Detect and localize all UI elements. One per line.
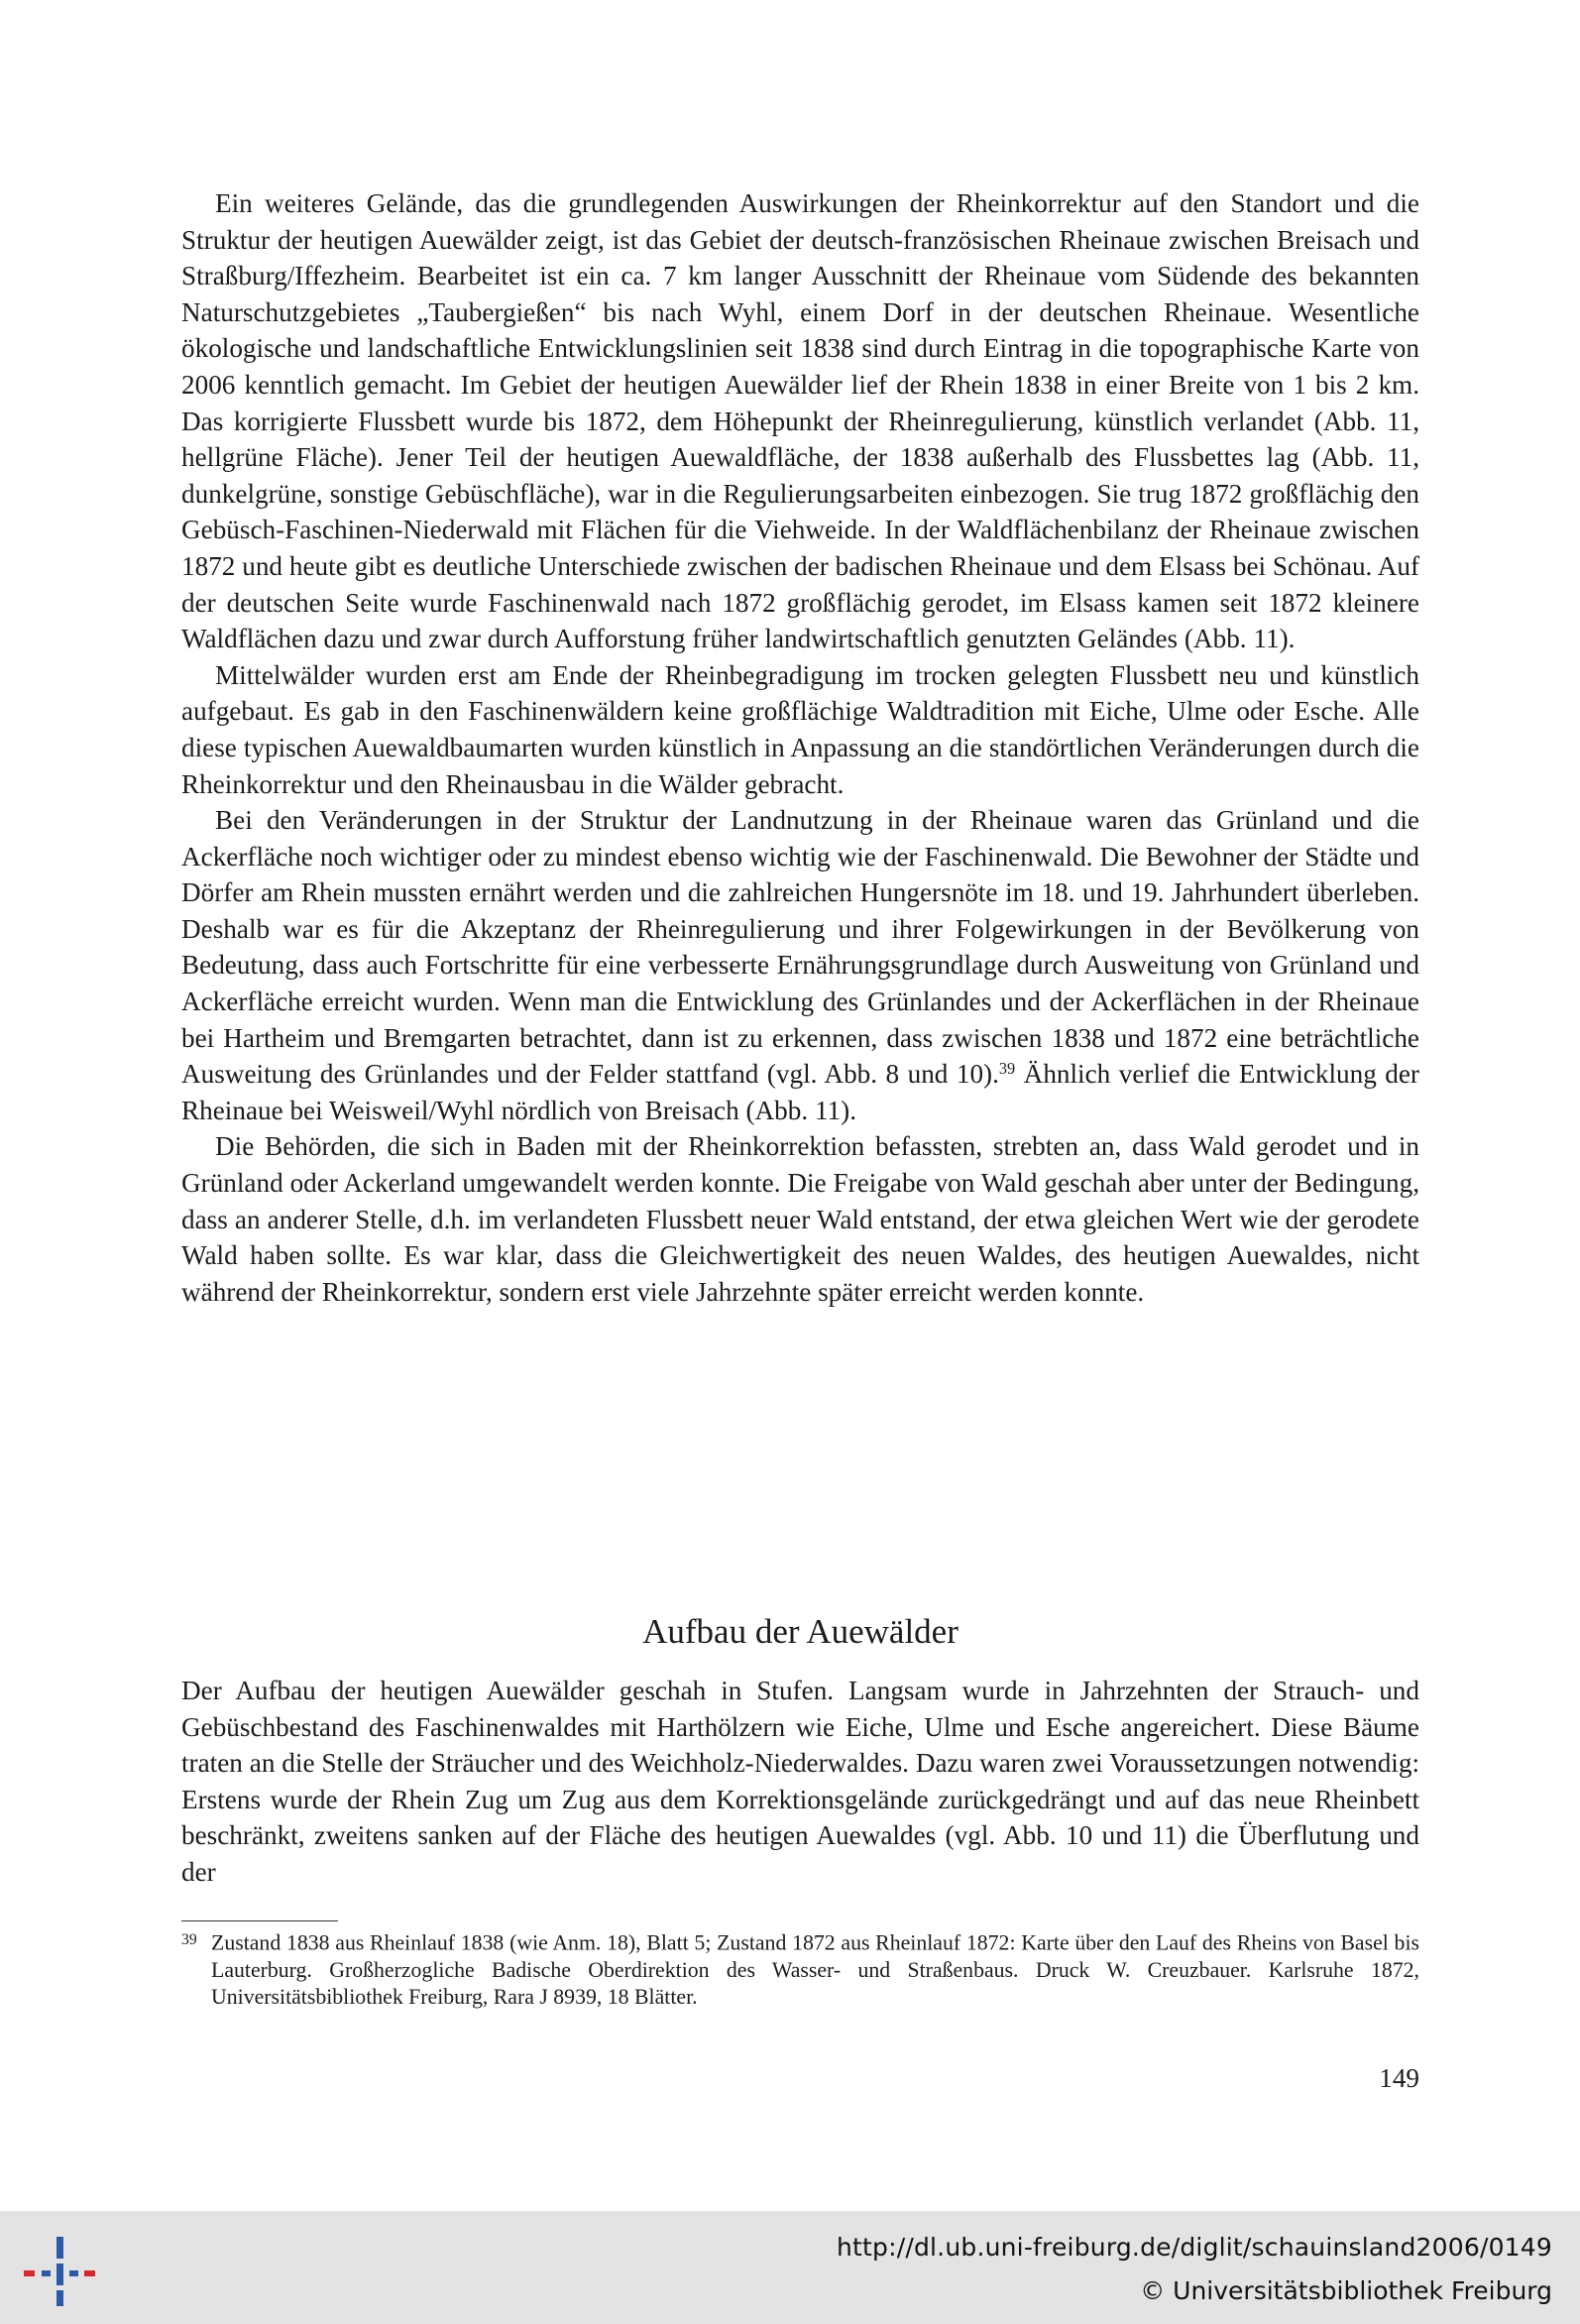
page-number: 149: [1379, 2063, 1419, 2093]
paragraph: Die Behörden, die sich in Baden mit der Rheinkorrektion befassten, strebten an, dass Wald gerodet und in Grünland oder Ackerland umgewandelt werden konnte. Die Freigabe von Wald geschah aber unter der Bedingung, dass an anderer Stelle, d.h. im verlandeten Flussbett neuer Wald entstand, der etwa gleichen Wert wie der gerodete Wald haben sollte. Es war klar, dass die Gleichwertigkeit des neuen Waldes, des heutigen Auewaldes, nicht während der Rheinkorrektur, sondern erst viele Jahrzehnte später erreicht werden konnte.: [181, 1131, 1419, 1307]
footer-bar: [0, 2211, 1580, 2324]
footnote-text: Zustand 1838 aus Rheinlauf 1838 (wie Anm. 18), Blatt 5; Zustand 1872 aus Rheinlauf 1872: Karte über den Lauf des Rheins von Basel bis Lauterburg. Großherzogliche Badische Oberdirektion des Wasser- und Straßenbaus. Druck W. Creuzbauer. Karlsruhe 1872, Universitätsbibliothek Freiburg, Rara J 8939, 18 Blätter.: [211, 1930, 1419, 2009]
main-text: [181, 185, 1419, 1310]
footnote-reference[interactable]: 39: [998, 1059, 1016, 1079]
paragraph-text: Ähnlich verlief die Entwicklung der Rheinaue bei Weisweil/Wyhl nördlich von Breisach (Abb. 11).: [181, 1059, 1419, 1125]
ub-freiburg-logo-icon: [20, 2231, 99, 2310]
footnote-marker: 39: [181, 1931, 197, 1948]
copyright-notice: © Universitätsbibliothek Freiburg: [1140, 2276, 1552, 2305]
paragraph: Der Aufbau der heutigen Auewälder geschah in Stufen. Langsam wurde in Jahrzehnten der Strauch- und Gebüschbestand des Faschinenwaldes mit Harthölzern wie Eiche, Ulme und Esche angereichert. Diese Bäume traten an die Stelle der Sträucher und des Weichholz-Niederwaldes. Dazu waren zwei Voraussetzungen notwendig: Erstens wurde der Rhein Zug um Zug aus dem Korrektionsgelände zurückgedrängt und auf das neue Rheinbett beschränkt, zweitens sanken auf der Fläche des heutigen Auewaldes (vgl. Abb. 10 und 11) die Überflutung und der: [181, 1676, 1419, 1887]
paragraph: Mittelwälder wurden erst am Ende der Rheinbegradigung im trocken gelegten Flussbett neu und künstlich aufgebaut. Es gab in den Faschinenwäldern keine großflächige Waldtradition mit Eiche, Ulme oder Esche. Alle diese typischen Auewaldbaumarten wurden künstlich in Anpassung an die standörtlichen Veränderungen durch die Rheinkorrektur und den Rheinausbau in die Wälder gebracht.: [181, 659, 1419, 799]
paragraph-text: Bei den Veränderungen in der Struktur der Landnutzung in der Rheinaue waren das Grünland und die Ackerfläche noch wichtiger oder zu mindest ebenso wichtig wie der Faschinenwald. Die Bewohner der Städte und Dörfer am Rhein mussten ernährt werden und die zahlreichen Hungersnöte im 18. und 19. Jahrhundert überleben. Deshalb war es für die Akzeptanz der Rheinregulierung und ihrer Folgewirkungen in der Bevölkerung von Bedeutung, dass auch Fortschritte für eine verbesserte Ernährungsgrundlage durch Ausweitung von Grünland und Ackerfläche erreicht wurden. Wenn man die Entwicklung des Grünlandes und der Ackerflächen in der Rheinaue bei Hartheim und Bremgarten betrachtet, dann ist zu erkennen, dass zwischen 1838 und 1872 eine beträchtliche Ausweitung des Grünlandes und der Felder stattfand (vgl. Abb. 8 und 10).: [181, 805, 1419, 1090]
section-heading: Aufbau der Auewälder: [642, 1612, 959, 1651]
paragraph: Ein weiteres Gelände, das die grundlegenden Auswirkungen der Rheinkorrektur auf den Standort und die Struktur der heutigen Auewälder zeigt, ist das Gebiet der deutsch-französischen Rheinaue zwischen Breisach und Straßburg/Iffezheim. Bearbeitet ist ein ca. 7 km langer Ausschnitt der Rheinaue vom Südende des bekannten Naturschutzgebietes „Taubergießen“ bis nach Wyhl, einem Dorf in der deutschen Rheinaue. Wesentliche ökologische und landschaftliche Entwicklungslinien seit 1838 sind durch Eintrag in die topographische Karte von 2006 kenntlich gemacht. Im Gebiet der heutigen Auewälder lief der Rhein 1838 in einer Breite von 1 bis 2 km. Das korrigierte Flussbett wurde bis 1872, dem Höhepunkt der Rheinregulierung, künstlich verlandet (Abb. 11, hellgrüne Fläche). Jener Teil der heutigen Auewaldfläche, der 1838 außerhalb des Flussbettes lag (Abb. 11, dunkelgrüne, sonstige Gebüschfläche), war in die Regulierungsarbeiten einbezogen. Sie trug 1872 großflächig den Gebüsch-Faschinen-Niederwald mit Flächen für die Viehweide. In der Waldflächenbilanz der Rheinaue zwischen 1872 und heute gibt es deutliche Unterschiede zwischen der badischen Rheinaue und dem Elsass bei Schönau. Auf der deutschen Seite wurde Faschinenwald nach 1872 großflächig gerodet, im Elsass kamen seit 1872 kleinere Waldflächen dazu und zwar durch Aufforstung früher landwirtschaftlich genutzten Geländes (Abb. 11).: [181, 188, 1419, 654]
footnote: [181, 1926, 1419, 2011]
section-text: [181, 1673, 1419, 1891]
footnote-divider: [181, 1920, 338, 1921]
source-url-link[interactable]: http://dl.ub.uni-freiburg.de/diglit/schauinsland2006/0149: [836, 2233, 1552, 2262]
paragraph: [181, 802, 1419, 1128]
